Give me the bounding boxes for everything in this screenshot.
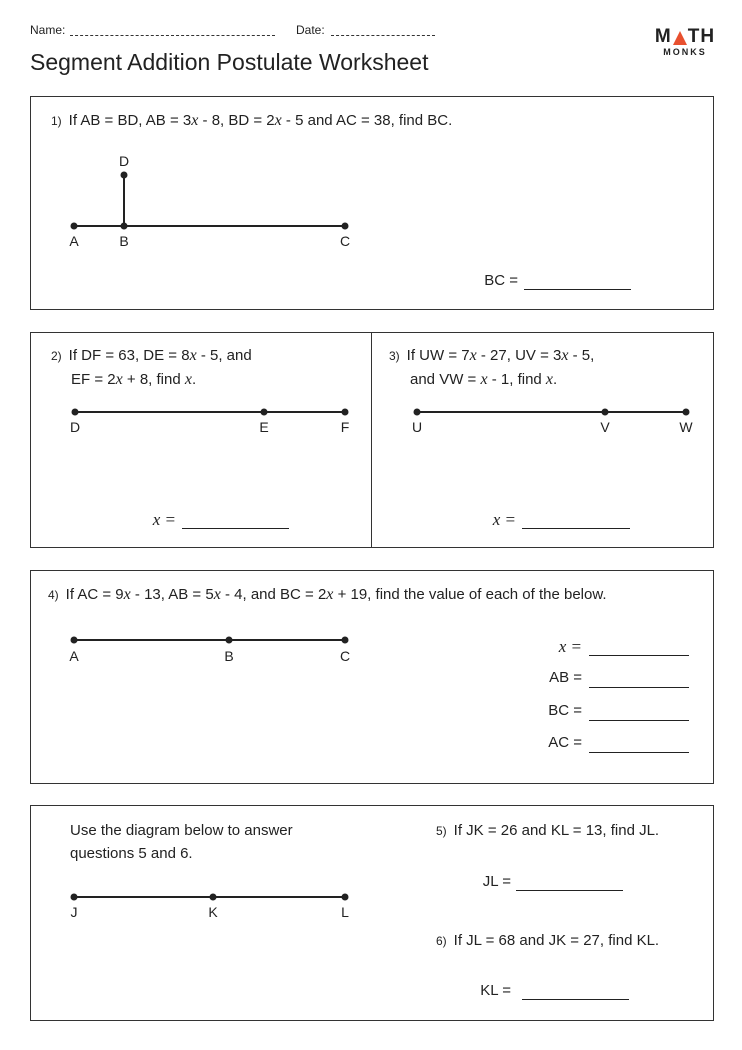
logo-letter-m: M xyxy=(654,26,672,47)
answer-label-bc: BC = xyxy=(484,272,518,289)
question-5-text: 5) If JK = 26 and KL = 13, find JL. xyxy=(436,822,660,839)
answer-label-bc: BC = xyxy=(548,702,582,719)
question-3-text: 3) If UW = 7x - 27, UV = 3x - 5, and VW = x - 1, find x. xyxy=(389,347,595,388)
question-3-number: 3) xyxy=(389,349,400,363)
logo-letters-th: TH xyxy=(687,26,716,47)
diagram-instructions: Use the diagram below to answer questions 5 and 6. xyxy=(70,822,293,862)
answer-label-x-q3: x = xyxy=(492,510,516,529)
question-1-number: 1) xyxy=(51,114,62,128)
question-1-text: 1) If AB = BD, AB = 3x - 8, BD = 2x - 5 and AC = 38, find BC. xyxy=(51,112,453,129)
label-d: D xyxy=(69,419,81,435)
question-2-number: 2) xyxy=(51,349,62,363)
point-k xyxy=(210,894,217,901)
question-2-text: 2) If DF = 63, DE = 8x - 5, and EF = 2x + 8, find x. xyxy=(51,347,252,388)
label-k: K xyxy=(208,904,218,920)
question-4-text: 4) If AC = 9x - 13, AB = 5x - 4, and BC = 2x + 19, find the value of each of the below. xyxy=(48,586,607,603)
point-j xyxy=(71,894,78,901)
label-v: V xyxy=(600,419,610,435)
label-d: D xyxy=(118,153,130,169)
answer-label-jl: JL = xyxy=(482,873,511,890)
label-w: W xyxy=(679,419,693,435)
page-title: Segment Addition Postulate Worksheet xyxy=(30,49,429,75)
question-6-text: 6) If JL = 68 and JK = 27, find KL. xyxy=(436,932,660,949)
answer-blank-kl[interactable] xyxy=(522,999,629,1000)
date-label: Date: xyxy=(296,23,325,37)
answer-blank-jl[interactable] xyxy=(516,890,623,891)
answer-label-x-q2: x = xyxy=(152,510,176,529)
name-label: Name: xyxy=(30,23,66,37)
label-b: B xyxy=(119,233,129,249)
logo-subtitle: MONKS xyxy=(663,47,707,57)
label-u: U xyxy=(411,419,423,435)
label-e: E xyxy=(259,419,269,435)
answer-label-x-q4: x = xyxy=(558,637,582,656)
label-l: L xyxy=(341,904,349,920)
answer-label-ab: AB = xyxy=(549,669,582,686)
answer-label-kl: KL = xyxy=(480,982,511,999)
label-b: B xyxy=(224,648,234,664)
answer-label-ac: AC = xyxy=(548,734,582,751)
question-4-number: 4) xyxy=(48,588,59,602)
point-l xyxy=(342,894,349,901)
label-j: J xyxy=(70,904,78,920)
question-6-number: 6) xyxy=(436,934,447,948)
label-a: A xyxy=(69,233,79,249)
label-a: A xyxy=(69,648,79,664)
question-5-number: 5) xyxy=(436,824,447,838)
label-c: C xyxy=(339,233,351,249)
label-f: F xyxy=(340,419,350,435)
label-c: C xyxy=(339,648,351,664)
